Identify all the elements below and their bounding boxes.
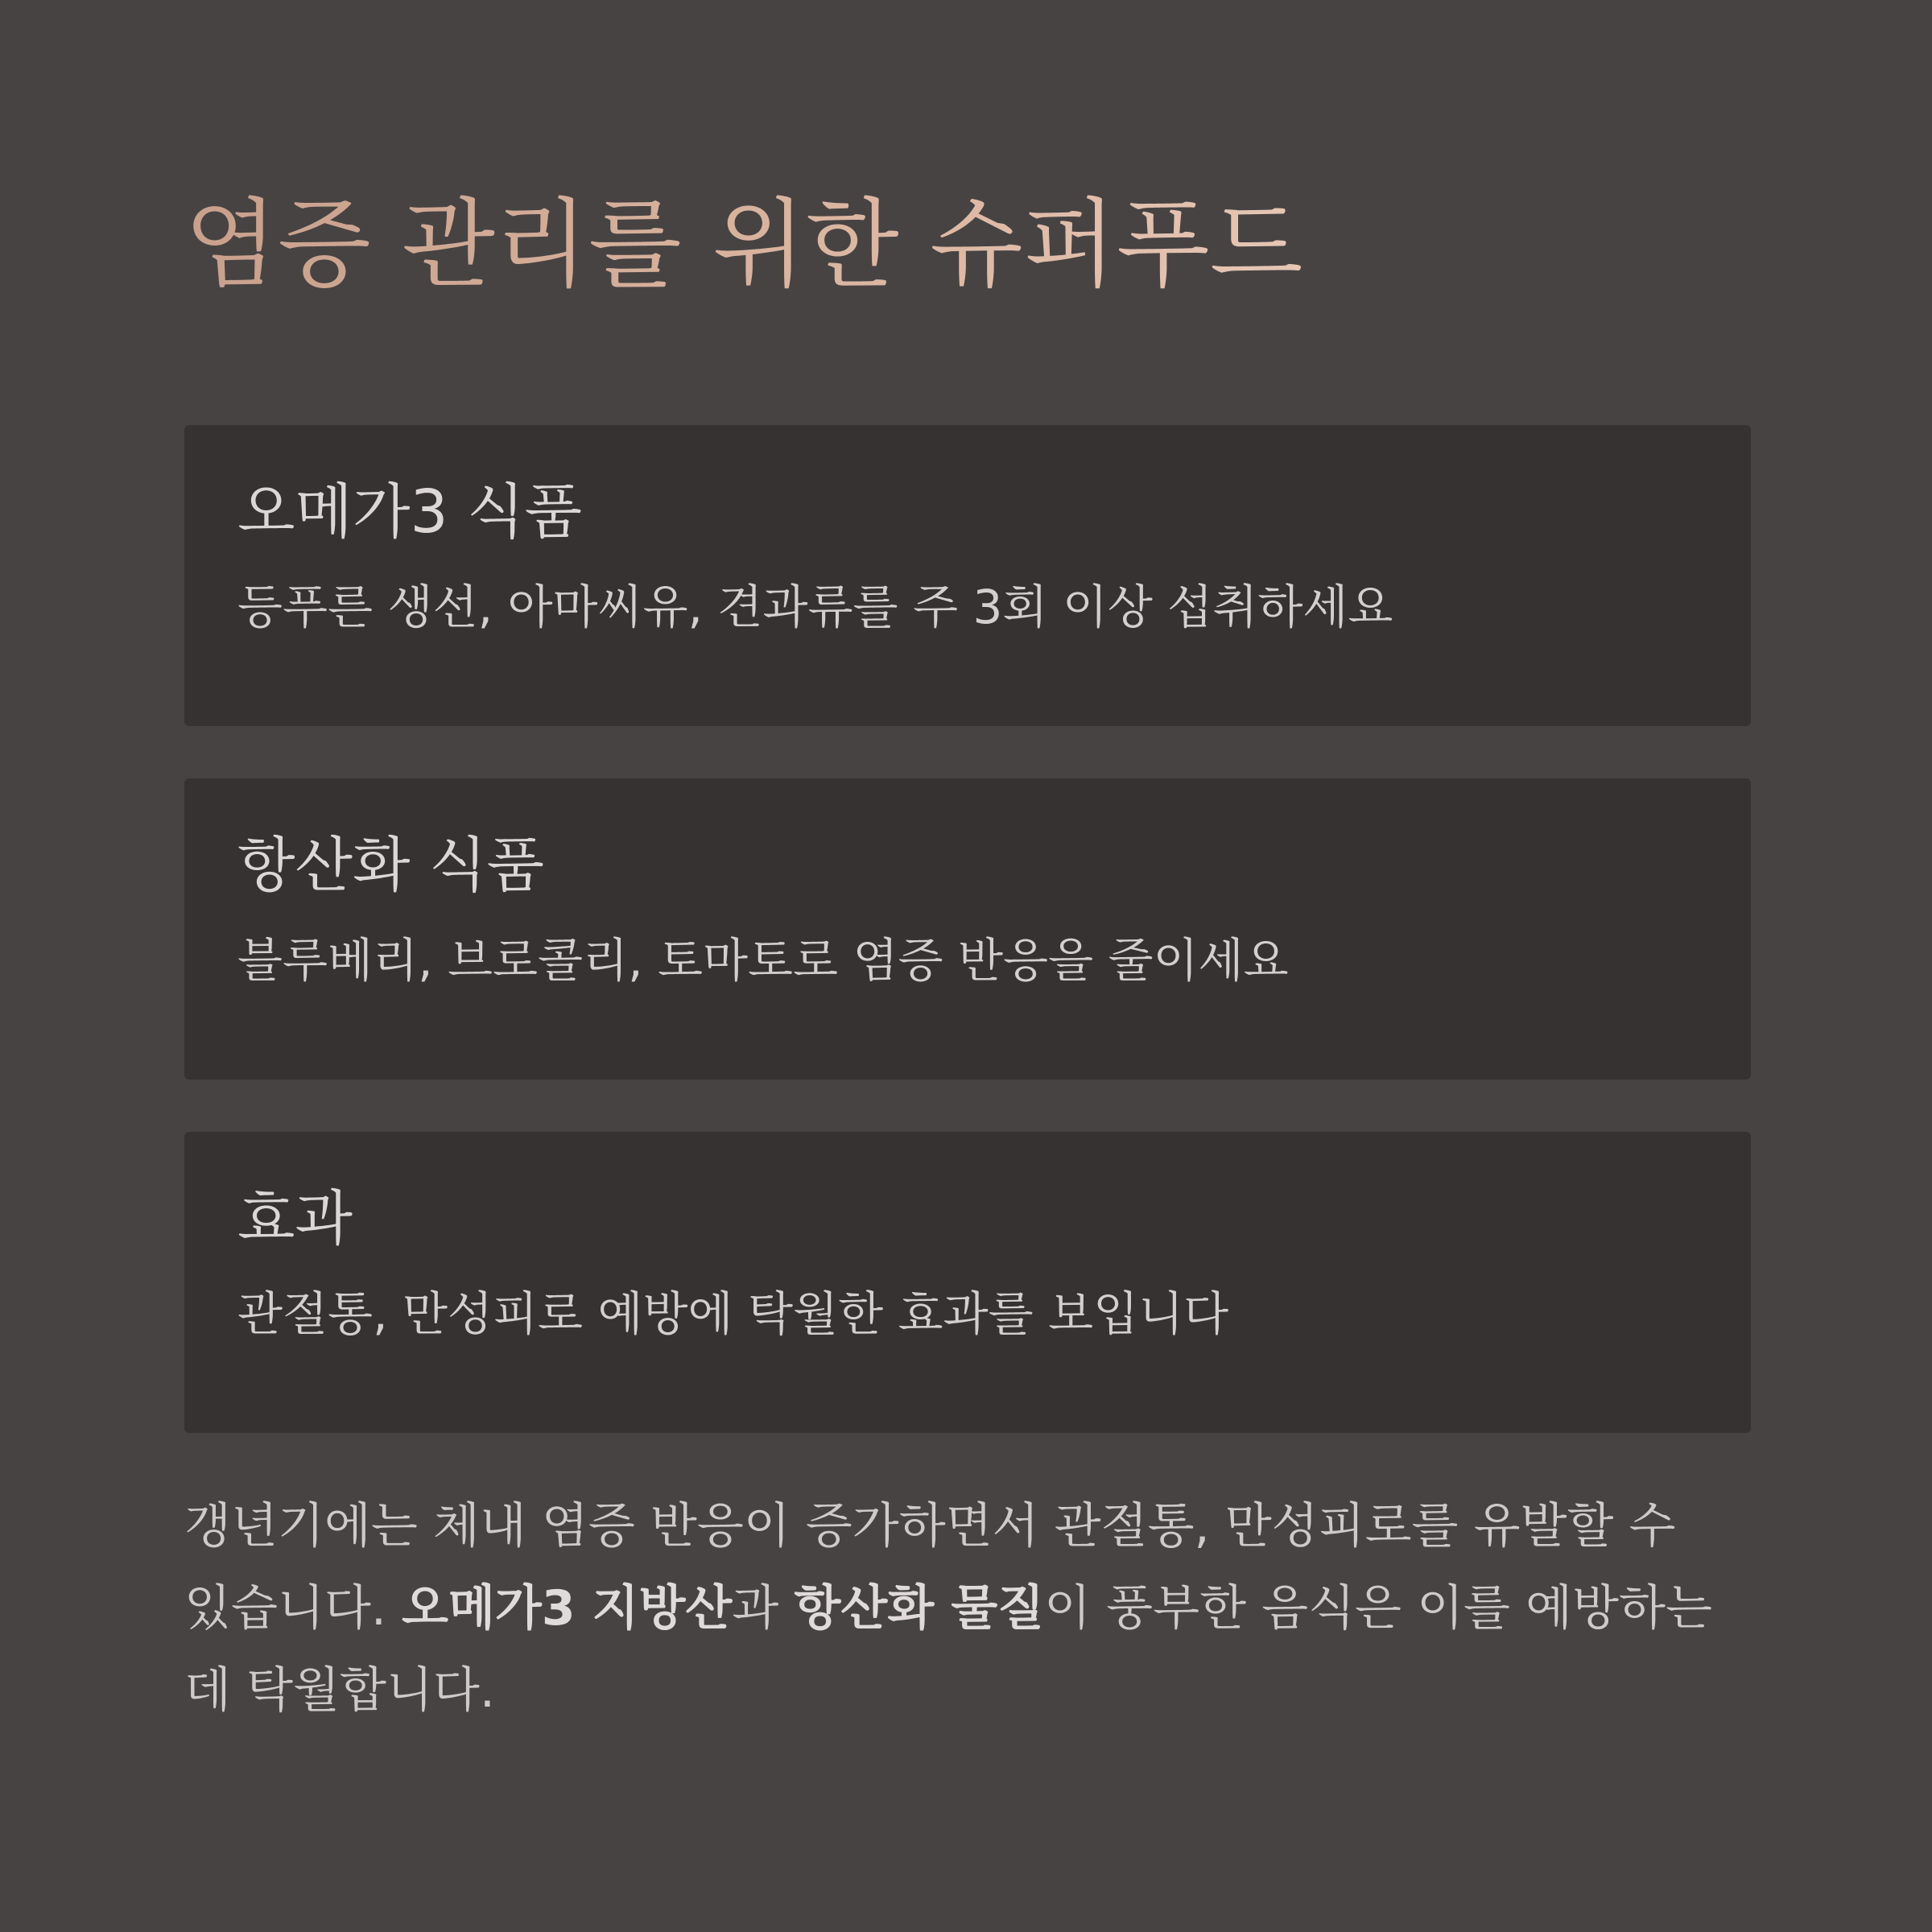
card-description: 블루베리, 브로콜리, 토마토로 염증 반응을 줄이세요: [237, 933, 1289, 988]
card-antioxidant: [184, 778, 1751, 1080]
card-list: [184, 425, 1748, 1433]
summary-line-3: 데 탁월합니다.: [184, 1662, 495, 1719]
card-heading: 효과: [237, 1184, 353, 1253]
page-title: 염증 관리를 위한 슈퍼푸드: [184, 0, 1748, 306]
card-description: 등푸른 생선, 아마씨유, 견과류를 주 3회 이상 섭취하세요: [237, 580, 1393, 634]
card-heading: 항산화 식품: [237, 831, 544, 900]
card-omega3: [184, 425, 1751, 726]
highlight-omega3: 오메가3 지방산: [401, 1580, 733, 1637]
highlight-antioxidant: 항산화 물질: [794, 1580, 1045, 1637]
summary-text: 과: [732, 1580, 795, 1637]
card-heading: 오메가3 식품: [237, 477, 583, 547]
summary-line-1: 갱년기에는 체내 염증 반응이 증가하면서 관절통, 만성피로를 유발할 수: [184, 1498, 1676, 1554]
summary-paragraph: [184, 1485, 1751, 1732]
summary-text: 있습니다.: [184, 1580, 402, 1637]
card-effect: [184, 1132, 1751, 1433]
card-description: 관절통, 만성피로 예방에 탁월한 효과를 보입니다: [237, 1286, 1229, 1341]
summary-line-2: [184, 1567, 1751, 1649]
summary-text: 이 풍부한 음식은 이를 예방하는: [1044, 1580, 1712, 1637]
